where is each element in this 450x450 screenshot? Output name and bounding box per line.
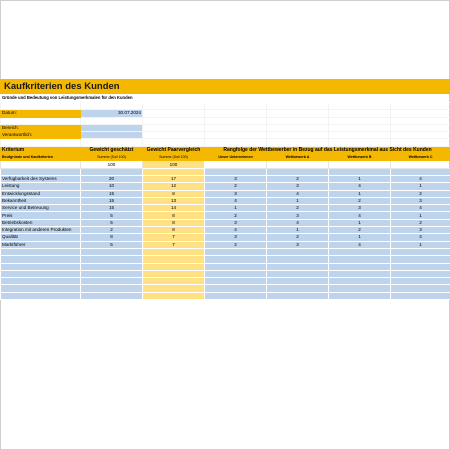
weight-pair-cell[interactable]: 8 bbox=[143, 212, 205, 219]
sheet-title: Kaufkriterien des Kunden bbox=[1, 80, 450, 94]
table-row bbox=[1, 190, 450, 197]
kaufkriterien-table bbox=[0, 79, 450, 300]
empty-cell[interactable] bbox=[267, 292, 329, 299]
col-weight-pair-header: Gewicht Paarvergleich bbox=[143, 146, 205, 153]
empty-cell[interactable] bbox=[1, 256, 81, 263]
table-row bbox=[1, 197, 450, 204]
weight-est-cell[interactable]: 15 bbox=[81, 205, 143, 212]
rank-a-cell[interactable]: 1 bbox=[267, 227, 329, 234]
empty-cell[interactable] bbox=[267, 263, 329, 270]
rank-c-cell[interactable]: 4 bbox=[391, 175, 450, 182]
weight-est-cell[interactable]: 5 bbox=[81, 212, 143, 219]
rank-own-cell[interactable]: 3 bbox=[205, 219, 267, 226]
criterion-cell[interactable]: Qualität bbox=[1, 234, 81, 241]
weight-pair-cell[interactable]: 7 bbox=[143, 241, 205, 248]
empty-cell[interactable] bbox=[329, 285, 391, 292]
empty-cell[interactable] bbox=[205, 278, 267, 285]
empty-cell[interactable] bbox=[143, 263, 205, 270]
empty-cell[interactable] bbox=[267, 256, 329, 263]
empty-rows bbox=[1, 248, 450, 299]
col-weight-est-header: Gewicht geschätzt bbox=[81, 146, 143, 153]
area-label: Bereich: bbox=[1, 124, 81, 131]
empty-cell[interactable] bbox=[391, 285, 450, 292]
date-label: Datum: bbox=[1, 110, 81, 117]
rank-own-cell[interactable]: 4 bbox=[205, 197, 267, 204]
weight-pair-cell[interactable]: 14 bbox=[143, 205, 205, 212]
rank-c-cell[interactable]: 4 bbox=[391, 205, 450, 212]
criterion-cell[interactable]: Entwicklungsstand bbox=[1, 190, 81, 197]
empty-cell[interactable] bbox=[143, 256, 205, 263]
empty-cell[interactable] bbox=[205, 285, 267, 292]
empty-cell[interactable] bbox=[329, 263, 391, 270]
empty-cell[interactable] bbox=[391, 292, 450, 299]
empty-cell[interactable] bbox=[1, 248, 81, 255]
rank-own-cell[interactable]: 3 bbox=[205, 234, 267, 241]
sub-weight-est-header: Summe (Soll 100) bbox=[81, 154, 143, 161]
weight-est-cell[interactable]: 8 bbox=[81, 234, 143, 241]
empty-cell[interactable] bbox=[329, 270, 391, 277]
weight-est-cell[interactable]: 15 bbox=[81, 190, 143, 197]
empty-cell[interactable] bbox=[267, 270, 329, 277]
empty-cell[interactable] bbox=[1, 278, 81, 285]
responsible-label: Verantwortlich: bbox=[1, 132, 81, 139]
rank-b-cell[interactable]: 4 bbox=[329, 212, 391, 219]
weight-pair-cell[interactable]: 8 bbox=[143, 190, 205, 197]
rank-own-cell[interactable]: 3 bbox=[205, 190, 267, 197]
empty-cell[interactable] bbox=[267, 248, 329, 255]
rank-c-cell[interactable]: 1 bbox=[391, 212, 450, 219]
rank-a-cell[interactable]: 3 bbox=[267, 212, 329, 219]
empty-cell[interactable] bbox=[329, 278, 391, 285]
criterion-cell[interactable]: Service und Betreuung bbox=[1, 205, 81, 212]
rank-own-cell[interactable]: 1 bbox=[205, 205, 267, 212]
empty-cell[interactable] bbox=[205, 256, 267, 263]
empty-cell[interactable] bbox=[205, 292, 267, 299]
empty-cell[interactable] bbox=[391, 256, 450, 263]
empty-cell[interactable] bbox=[205, 263, 267, 270]
empty-row bbox=[1, 256, 450, 263]
weight-pair-cell[interactable]: 13 bbox=[143, 197, 205, 204]
rank-c-cell[interactable]: 1 bbox=[391, 183, 450, 190]
empty-cell[interactable] bbox=[143, 248, 205, 255]
weight-pair-cell[interactable]: 12 bbox=[143, 183, 205, 190]
empty-cell[interactable] bbox=[81, 248, 143, 255]
sum-weight-pair: 100 bbox=[143, 161, 205, 168]
rank-a-cell[interactable]: 1 bbox=[267, 197, 329, 204]
weight-pair-cell[interactable]: 17 bbox=[143, 175, 205, 182]
sheet-subtitle: Gründe und Bedeutung von Leistungsmerkmalen für den Kunden bbox=[1, 94, 450, 103]
rank-own-cell[interactable]: 3 bbox=[205, 175, 267, 182]
table-row bbox=[1, 212, 450, 219]
area-field[interactable] bbox=[81, 124, 143, 131]
sub-weight-pair-header: Summe (Soll 100) bbox=[143, 154, 205, 161]
rank-b-cell[interactable]: 1 bbox=[329, 175, 391, 182]
rank-b-cell[interactable]: 1 bbox=[329, 234, 391, 241]
empty-cell[interactable] bbox=[329, 248, 391, 255]
criterion-cell[interactable]: Bekanntheit bbox=[1, 197, 81, 204]
weight-pair-cell[interactable]: 8 bbox=[143, 227, 205, 234]
empty-cell[interactable] bbox=[1, 292, 81, 299]
criterion-cell[interactable]: Betriebskosten bbox=[1, 219, 81, 226]
sub-a-header: Wettbewerb A bbox=[267, 154, 329, 161]
empty-cell[interactable] bbox=[81, 278, 143, 285]
sum-row-label bbox=[1, 161, 81, 168]
sub-own-header: Unser Unternehmen bbox=[205, 154, 267, 161]
rank-c-cell[interactable]: 4 bbox=[391, 234, 450, 241]
rank-a-cell[interactable]: 2 bbox=[267, 234, 329, 241]
rank-c-cell[interactable]: 2 bbox=[391, 190, 450, 197]
empty-cell[interactable] bbox=[81, 256, 143, 263]
weight-pair-cell[interactable]: 7 bbox=[143, 234, 205, 241]
weight-pair-cell[interactable]: 8 bbox=[143, 219, 205, 226]
table-row bbox=[1, 227, 450, 234]
rank-b-cell[interactable]: 4 bbox=[329, 183, 391, 190]
empty-cell[interactable] bbox=[1, 285, 81, 292]
weight-est-cell[interactable]: 2 bbox=[81, 227, 143, 234]
empty-cell[interactable] bbox=[1, 263, 81, 270]
sub-b-header: Wettbewerb B bbox=[329, 154, 391, 161]
weight-est-cell[interactable]: 20 bbox=[81, 175, 143, 182]
sub-criterion-header: Beufgründe und Kaufkriterien bbox=[1, 154, 81, 161]
rank-c-cell[interactable]: 1 bbox=[391, 241, 450, 248]
rank-own-cell[interactable]: 4 bbox=[205, 227, 267, 234]
empty-cell[interactable] bbox=[329, 292, 391, 299]
table-row bbox=[1, 234, 450, 241]
date-field[interactable]: 30.07.2024 bbox=[81, 110, 143, 117]
empty-cell[interactable] bbox=[329, 256, 391, 263]
empty-cell[interactable] bbox=[391, 263, 450, 270]
rank-c-cell[interactable]: 3 bbox=[391, 227, 450, 234]
rank-c-cell[interactable]: 3 bbox=[391, 197, 450, 204]
sub-c-header: Wettbewerb C bbox=[391, 154, 450, 161]
table-row bbox=[1, 219, 450, 226]
rank-own-cell[interactable]: 2 bbox=[205, 241, 267, 248]
empty-cell[interactable] bbox=[391, 248, 450, 255]
weight-est-cell[interactable]: 15 bbox=[81, 197, 143, 204]
criterion-cell[interactable]: Preis bbox=[1, 212, 81, 219]
rank-b-cell[interactable]: 4 bbox=[329, 241, 391, 248]
empty-cell[interactable] bbox=[391, 278, 450, 285]
empty-cell[interactable] bbox=[391, 270, 450, 277]
empty-cell[interactable] bbox=[81, 270, 143, 277]
rank-a-cell[interactable]: 3 bbox=[267, 241, 329, 248]
empty-cell[interactable] bbox=[81, 292, 143, 299]
rank-own-cell[interactable]: 2 bbox=[205, 183, 267, 190]
criterion-cell[interactable]: Leistung bbox=[1, 183, 81, 190]
rank-b-cell[interactable]: 3 bbox=[329, 205, 391, 212]
rank-a-cell[interactable]: 4 bbox=[267, 219, 329, 226]
rank-a-cell[interactable]: 2 bbox=[267, 175, 329, 182]
criteria-rows bbox=[1, 175, 450, 248]
criterion-cell[interactable]: Verfügbarkeit des Systems bbox=[1, 175, 81, 182]
criterion-cell[interactable]: Integration mit anderen Produkten bbox=[1, 227, 81, 234]
table-row bbox=[1, 183, 450, 190]
table-row bbox=[1, 175, 450, 182]
rank-a-cell[interactable]: 3 bbox=[267, 183, 329, 190]
criterion-cell[interactable]: Marktführer bbox=[1, 241, 81, 248]
rank-a-cell[interactable]: 4 bbox=[267, 190, 329, 197]
empty-cell[interactable] bbox=[143, 278, 205, 285]
weight-est-cell[interactable]: 5 bbox=[81, 219, 143, 226]
empty-row bbox=[1, 285, 450, 292]
spreadsheet bbox=[0, 79, 450, 300]
empty-cell[interactable] bbox=[143, 270, 205, 277]
rank-a-cell[interactable]: 2 bbox=[267, 205, 329, 212]
weight-est-cell[interactable]: 10 bbox=[81, 183, 143, 190]
empty-cell[interactable] bbox=[143, 285, 205, 292]
empty-row bbox=[1, 278, 450, 285]
col-ranking-header: Rangfolge der Wettbewerber in Bezug auf das Leistungsmerkmal aus Sicht des Kunden bbox=[205, 146, 450, 153]
empty-cell[interactable] bbox=[81, 285, 143, 292]
empty-cell[interactable] bbox=[267, 285, 329, 292]
empty-row bbox=[1, 292, 450, 299]
rank-b-cell[interactable]: 2 bbox=[329, 197, 391, 204]
empty-cell[interactable] bbox=[81, 263, 143, 270]
empty-cell[interactable] bbox=[205, 248, 267, 255]
col-criterion-header: Kriterium bbox=[1, 146, 81, 153]
rank-own-cell[interactable]: 2 bbox=[205, 212, 267, 219]
rank-b-cell[interactable]: 2 bbox=[329, 227, 391, 234]
responsible-field[interactable] bbox=[81, 132, 143, 139]
empty-row bbox=[1, 263, 450, 270]
empty-row bbox=[1, 270, 450, 277]
empty-cell[interactable] bbox=[1, 270, 81, 277]
table-row bbox=[1, 205, 450, 212]
table-row bbox=[1, 241, 450, 248]
rank-b-cell[interactable]: 1 bbox=[329, 219, 391, 226]
weight-est-cell[interactable]: 5 bbox=[81, 241, 143, 248]
empty-row bbox=[1, 248, 450, 255]
empty-cell[interactable] bbox=[267, 278, 329, 285]
rank-c-cell[interactable]: 2 bbox=[391, 219, 450, 226]
sum-weight-est: 100 bbox=[81, 161, 143, 168]
empty-cell[interactable] bbox=[143, 292, 205, 299]
empty-cell[interactable] bbox=[205, 270, 267, 277]
rank-b-cell[interactable]: 1 bbox=[329, 190, 391, 197]
